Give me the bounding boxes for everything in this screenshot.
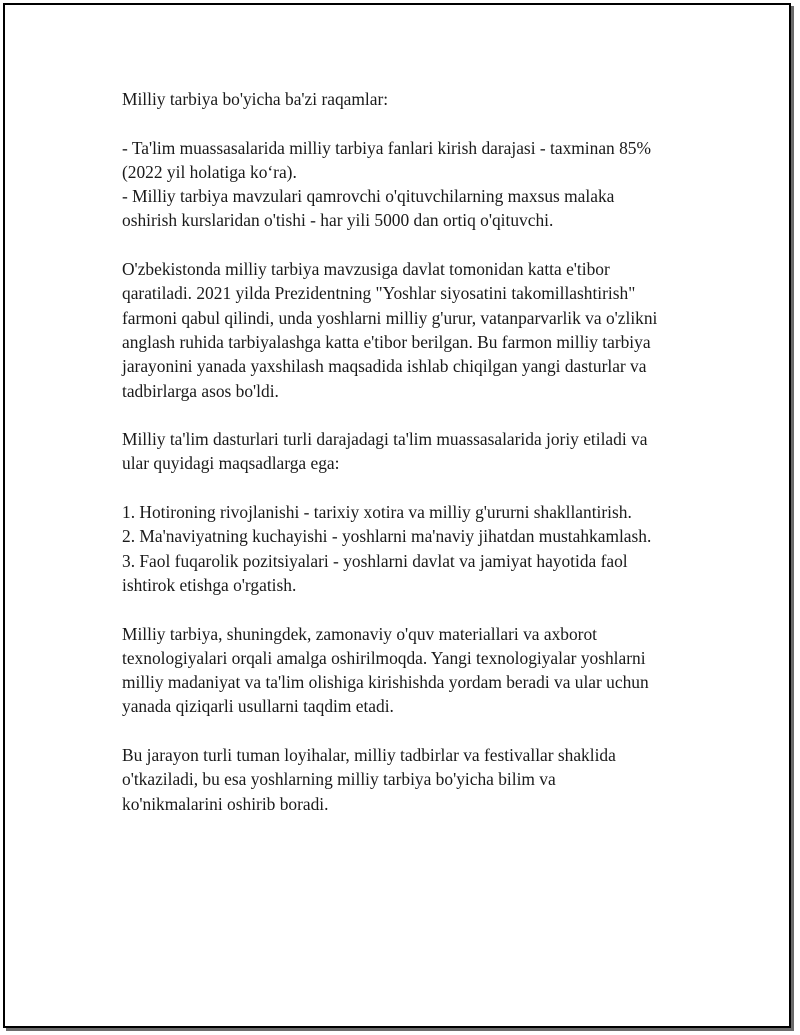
text-line: o'tkaziladi, bu esa yoshlarning milliy tarbiya bo'yicha bilim va [122, 769, 556, 790]
paragraph-intro-heading [122, 87, 702, 111]
paragraph-programs [122, 427, 702, 476]
paragraph-technology [122, 622, 702, 719]
text-line: jarayonini yanada yaxshilash maqsadida ishlab chiqilgan yangi dasturlar va [122, 356, 647, 377]
paragraph-conclusion [122, 743, 702, 816]
text-line: Bu jarayon turli tuman loyihalar, milliy tadbirlar va festivallar shaklida [122, 745, 616, 766]
text-line: anglash ruhida tarbiyalashga katta e'tibor berilgan. Bu farmon milliy tarbiya [122, 331, 651, 352]
list-item: 3. Faol fuqarolik pozitsiyalari - yoshlarni davlat va jamiyat hayotida faol [122, 550, 628, 571]
paragraph-state-policy [122, 257, 702, 403]
text-line: tadbirlarga asos bo'ldi. [122, 380, 279, 401]
text-line: texnologiyalari orqali amalga oshirilmoqda. Yangi texnologiyalar yoshlarni [122, 647, 646, 668]
paragraph-goals-list [122, 500, 702, 597]
text-line: (2022 yil holatiga ko‘ra). [122, 161, 297, 182]
text-line: ular quyidagi maqsadlarga ega: [122, 453, 340, 474]
list-item: 2. Ma'naviyatning kuchayishi - yoshlarni ma'naviy jihatdan mustahkamlash. [122, 526, 652, 547]
list-item: 1. Hotironing rivojlanishi - tarixiy xotira va milliy g'ururni shakllantirish. [122, 502, 632, 523]
text-line: O'zbekistonda milliy tarbiya mavzusiga davlat tomonidan katta e'tibor [122, 259, 610, 280]
text-line: qaratiladi. 2021 yilda Prezidentning "Yoshlar siyosatini takomillashtirish" [122, 283, 636, 304]
text-line: farmoni qabul qilindi, unda yoshlarni milliy g'urur, vatanparvarlik va o'zlikni [122, 307, 658, 328]
text-line: milliy madaniyat va ta'lim olishiga kirishishda yordam beradi va ular uchun [122, 672, 649, 693]
text-line: ko'nikmalarini oshirib boradi. [122, 793, 329, 814]
document-body [122, 87, 702, 816]
text-line: - Ta'lim muassasalarida milliy tarbiya fanlari kirish darajasi - taxminan 85% [122, 137, 651, 158]
text-line: Milliy tarbiya, shuningdek, zamonaviy o'quv materiallari va axborot [122, 623, 597, 644]
text-line: oshirish kurslaridan o'tishi - har yili 5000 dan ortiq o'qituvchi. [122, 210, 554, 231]
document-page [3, 3, 791, 1028]
text-line: Milliy tarbiya bo'yicha ba'zi raqamlar: [122, 89, 389, 109]
text-line: - Milliy tarbiya mavzulari qamrovchi o'qituvchilarning maxsus malaka [122, 186, 615, 207]
list-item: ishtirok etishga o'rgatish. [122, 574, 297, 595]
paragraph-statistics [122, 136, 702, 233]
text-line: yanada qiziqarli usullarni taqdim etadi. [122, 696, 394, 717]
text-line: Milliy ta'lim dasturlari turli darajadagi ta'lim muassasalarida joriy etiladi va [122, 429, 648, 450]
